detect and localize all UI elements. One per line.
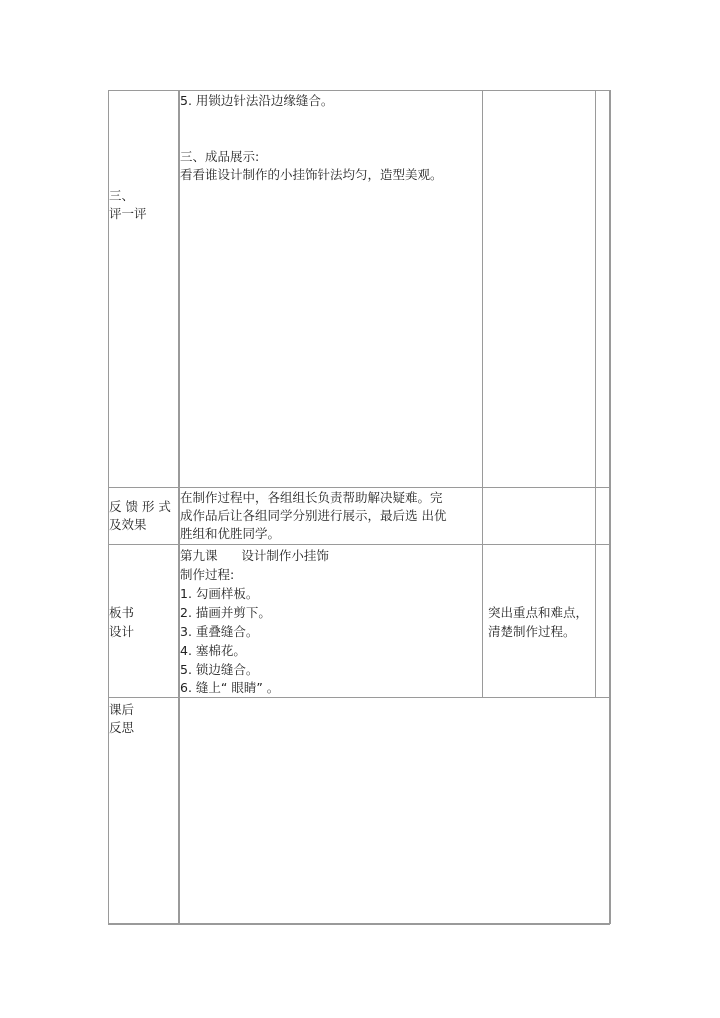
board-line: 3. 重叠缝合。 [180,624,259,639]
row-label-feedback-line1: 反 馈 形 式 [109,499,171,514]
row-label-board-line2: 设计 [109,624,135,639]
evaluate-content-line2: 三、成品展示: [180,149,260,164]
table-right-border [609,90,611,924]
row-label-evaluate-line2: 评一评 [109,206,147,221]
notes-column-divider [482,90,483,698]
row-divider-board [108,544,610,545]
table-top-border [108,90,610,91]
feedback-content-line3: 胜组和优胜同学。 [180,526,281,541]
evaluate-content-line3: 看看谁设计制作的小挂饰针法均匀，造型美观。 [180,167,443,182]
evaluate-content-line1: 5. 用锁边针法沿边缘缝合。 [180,93,334,108]
row-label-board-line1: 板书 [109,605,135,620]
row-divider-feedback [108,487,610,488]
board-note-line2: 清楚制作过程。 [488,624,576,639]
board-line: 1. 勾画样板。 [180,586,259,601]
board-note-line1: 突出重点和难点， [488,605,589,620]
table-bottom-border [108,923,610,925]
row-label-feedback-line2: 及效果 [109,517,147,532]
row-label-reflection-line2: 反思 [109,720,135,735]
feedback-content-line1: 在制作过程中，各组组长负责帮助解决疑难。完 [180,490,443,505]
row-label-evaluate-line1: 三、 [109,188,135,203]
board-line: 制作过程: [180,567,235,582]
board-line: 2. 描画并剪下。 [180,605,271,620]
board-line: 6. 缝上“ 眼睛” 。 [180,680,280,695]
feedback-content-line2: 成作品后让各组同学分别进行展示，最后选 出优 [180,508,447,523]
narrow-column-divider [595,90,596,698]
board-line: 4. 塞棉花。 [180,643,246,658]
board-line: 5. 锁边缝合。 [180,662,259,677]
row-label-reflection-line1: 课后 [109,702,135,717]
board-line: 第九课 设计制作小挂饰 [180,548,329,563]
